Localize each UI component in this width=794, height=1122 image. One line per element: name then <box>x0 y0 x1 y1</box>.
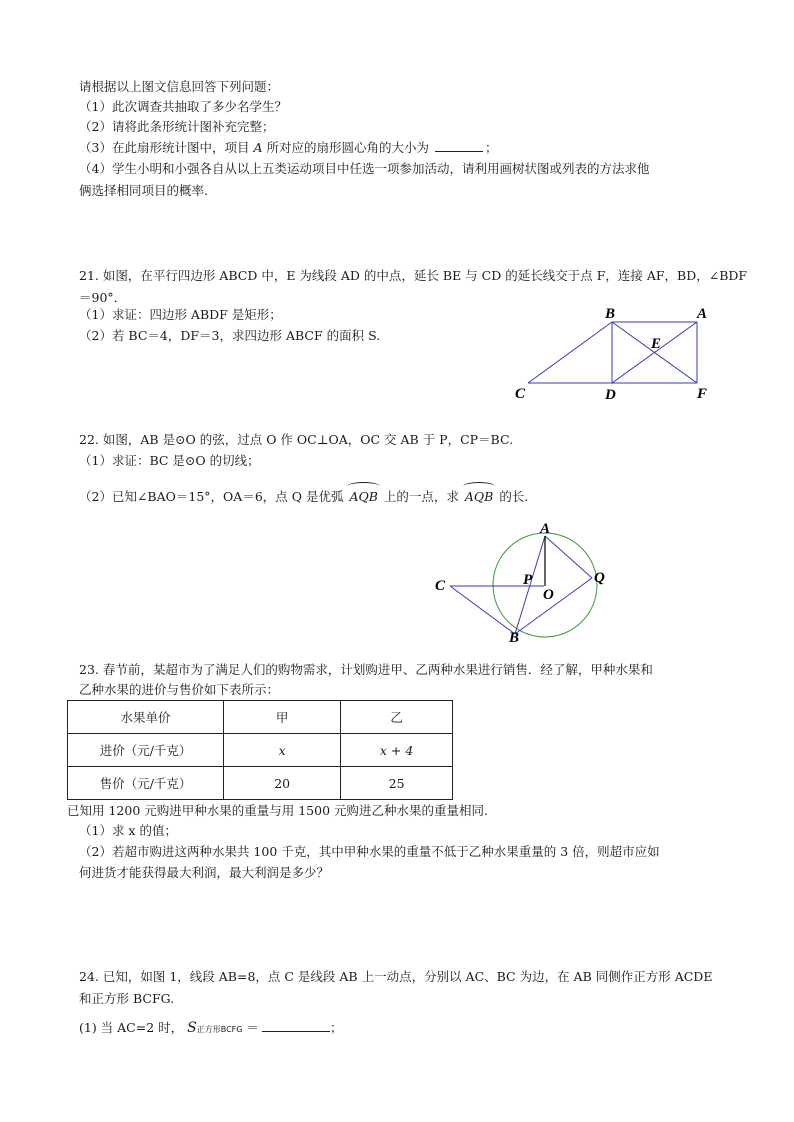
label-O: O <box>543 587 554 603</box>
table-header: 甲 <box>224 701 341 734</box>
label-P: P <box>523 572 533 588</box>
q22-figure <box>430 522 620 647</box>
label-F: F <box>697 386 708 402</box>
table-cell: 20 <box>224 767 341 800</box>
q23-stem-line1: 23. 春节前，某超市为了满足人们的购物需求，计划购进甲、乙两种水果进行销售．经了解，甲种水果和 <box>79 662 653 677</box>
table-cell: 25 <box>341 767 453 800</box>
table-header: 乙 <box>341 701 453 734</box>
label-B: B <box>509 630 520 646</box>
table-cell: 售价（元/千克） <box>68 767 224 800</box>
major-arc-AQB: AQB <box>464 489 494 504</box>
q20-part4-line2: 俩选择相同项目的概率. <box>79 183 208 198</box>
table-cell: x + 4 <box>341 734 453 767</box>
q22-part1: （1）求证：BC 是⊙O 的切线； <box>79 453 260 468</box>
table-header-row <box>68 701 453 734</box>
q21-part2: （2）若 BC＝4，DF＝3，求四边形 ABCF 的面积 S. <box>79 328 381 343</box>
q20-part1: （1）此次调查共抽取了多少名学生？ <box>79 99 287 114</box>
q23-stem-line2: 乙种水果的进价与售价如下表所示： <box>79 682 280 697</box>
label-D: D <box>605 387 616 403</box>
table-cell: 进价（元/千克） <box>68 734 224 767</box>
label-Q: Q <box>594 570 605 586</box>
q22-part2: （2）已知∠BAO＝15°，OA＝6，点 Q 是优弧 AQB 上的一点，求 AQB 的长. <box>79 489 529 504</box>
q24-stem-line2: 和正方形 BCFG. <box>79 991 175 1006</box>
table-row <box>68 767 453 800</box>
answer-blank <box>262 1019 330 1032</box>
q21-figure <box>505 300 725 405</box>
q22-stem: 22. 如图，AB 是⊙O 的弦，过点 O 作 OC⊥OA，OC 交 AB 于 P，CP＝BC. <box>79 432 514 447</box>
table-header: 水果单价 <box>68 701 224 734</box>
q23-part2-line1: （2）若超市购进这两种水果共 100 千克，其中甲种水果的重量不低于乙种水果重量的 3 倍，则超市应如 <box>79 844 660 859</box>
q23-condition: 已知用 1200 元购进甲种水果的重量与用 1500 元购进乙种水果的重量相同. <box>67 803 488 818</box>
label-B: B <box>605 306 616 322</box>
label-C: C <box>515 386 526 402</box>
q21-part1: （1）求证：四边形 ABDF 是矩形； <box>79 307 282 322</box>
major-arc-AQB: AQB <box>349 489 378 504</box>
answer-blank <box>435 139 483 152</box>
table-cell: x <box>224 734 341 767</box>
label-C: C <box>435 578 446 594</box>
q21-stem-line2: ＝90°． <box>79 290 127 305</box>
q21-stem-line1: 21. 如图，在平行四边形 ABCD 中，E 为线段 AD 的中点，延长 BE 与 CD 的延长线交于点 F，连接 AF，BD，∠BDF <box>79 268 748 283</box>
q20-part2: （2）请将此条形统计图补充完整； <box>79 119 275 134</box>
q20-part3: （3）在此扇形统计图中，项目 A 所对应的扇形圆心角的大小为 ； <box>79 140 498 155</box>
table-row <box>68 734 453 767</box>
q23-part2-line2: 何进货才能获得最大利润，最大利润是多少？ <box>79 865 330 880</box>
label-A: A <box>540 522 551 537</box>
q20-part4-line1: （4）学生小明和小强各自从以上五类运动项目中任选一项参加活动，请利用画树状图或列表的方法求他 <box>79 161 650 176</box>
label-E: E <box>651 336 662 352</box>
q24-part1: (1) 当 AC=2 时， S正方形BCFG ＝ ； <box>79 1020 343 1036</box>
q20-intro: 请根据以上图文信息回答下列问题： <box>79 79 280 94</box>
label-A: A <box>697 306 708 322</box>
q23-part1: （1）求 x 的值； <box>79 823 177 838</box>
q24-stem-line1: 24. 已知，如图 1，线段 AB=8，点 C 是线段 AB 上一动点，分别以 AC、BC 为边，在 AB 同侧作正方形 ACDE <box>79 969 713 984</box>
fruit-price-table <box>67 700 453 800</box>
